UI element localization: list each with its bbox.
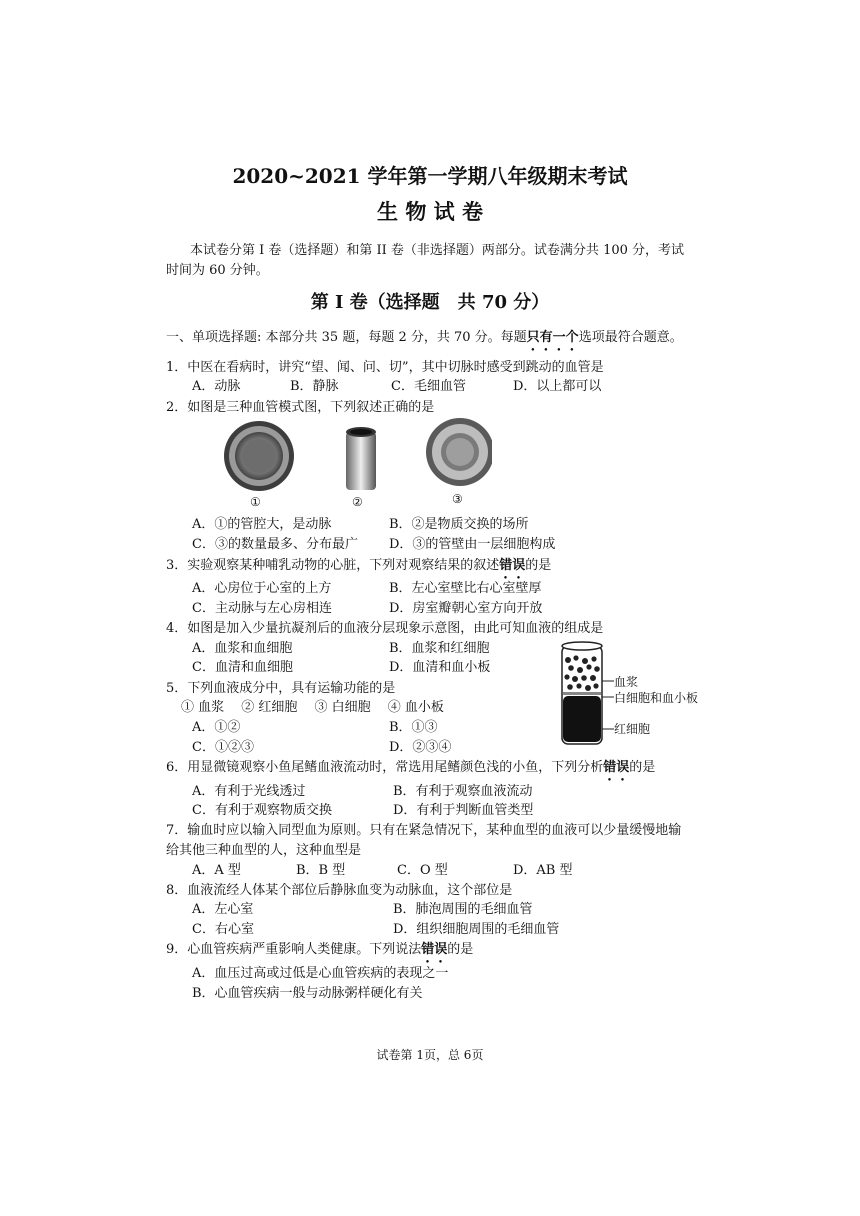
q4-option-b[interactable]: B．血浆和红细胞 — [389, 641, 490, 656]
q8-option-c[interactable]: C．右心室 — [192, 922, 254, 937]
q7-option-c[interactable]: C．O 型 — [397, 863, 448, 878]
q3-option-d[interactable]: D．房室瓣朝心室方向开放 — [389, 601, 543, 616]
q2-option-b[interactable]: B．②是物质交换的场所 — [389, 517, 529, 532]
q3-option-a[interactable]: A．心房位于心室的上方 — [192, 581, 332, 596]
vessel-label-3: ③ — [452, 492, 463, 506]
section-title: 第 I 卷（选择题 共 70 分） — [310, 292, 550, 313]
question-4-stem: 4．如图是加入少量抗凝剂后的血液分层现象示意图，由此可知血液的组成是 — [166, 621, 604, 636]
q4-option-c[interactable]: C．血清和血细胞 — [192, 660, 293, 675]
q6-option-c[interactable]: C．有利于观察物质交换 — [192, 803, 332, 818]
section-instructions — [166, 326, 683, 354]
q1-option-c[interactable]: C．毛细血管 — [391, 379, 466, 394]
question-7-stem-line-1: 7．输血时应以输入同型血为原则。只有在紧急情况下，某种血型的血液可以少量缓慢地输 — [166, 823, 682, 838]
intro-line-2: 时间为 60 分钟。 — [166, 263, 269, 278]
q1-option-b[interactable]: B．静脉 — [290, 379, 339, 394]
tube-label-rbc: 红细胞 — [614, 722, 651, 736]
q9-option-a[interactable]: A．血压过高或过低是心血管疾病的表现之一 — [192, 966, 449, 981]
q3-stem-emphasis: 错误 — [499, 558, 526, 573]
q2-option-a[interactable]: A．①的管腔大，是动脉 — [192, 517, 332, 532]
q6-option-b[interactable]: B．有利于观察血液流动 — [393, 784, 533, 799]
exam-title: 2020~2021 学年第一学期八年级期末考试 — [232, 164, 628, 188]
q7-option-b[interactable]: B．B 型 — [296, 863, 346, 878]
q3-stem-text: 3．实验观察某种哺乳动物的心脏，下列对观察结果的叙述 — [166, 558, 500, 573]
q6-option-d[interactable]: D．有利于判断血管类型 — [393, 803, 534, 818]
q6-option-a[interactable]: A．有利于光线透过 — [192, 784, 306, 799]
instructions-text: 一、单项选择题: 本部分共 35 题，每题 2 分，共 70 分。每题 — [166, 330, 527, 345]
q4-option-a[interactable]: A．血浆和血细胞 — [192, 641, 293, 656]
question-5-stem: 5．下列血液成分中，具有运输功能的是 — [166, 681, 396, 696]
q4-option-d[interactable]: D．血清和血小板 — [389, 660, 491, 675]
question-8-stem: 8．血液流经人体某个部位后静脉血变为动脉血，这个部位是 — [166, 883, 513, 898]
q9-option-b[interactable]: B．心血管疾病一般与动脉粥样硬化有关 — [192, 986, 423, 1001]
tube-label-plasma: 血浆 — [614, 675, 639, 689]
vessel-2-image — [346, 427, 376, 490]
exam-subtitle: 生 物 试 卷 — [377, 199, 483, 224]
q8-option-d[interactable]: D．组织细胞周围的毛细血管 — [393, 922, 560, 937]
vessel-label-2: ② — [352, 495, 363, 509]
q3-option-b[interactable]: B．左心室壁比右心室壁厚 — [389, 581, 542, 596]
vessel-label-1: ① — [250, 495, 261, 509]
vessel-1-image — [224, 421, 294, 491]
intro-line-1: 本试卷分第 I 卷（选择题）和第 II 卷（非选择题）两部分。试卷满分共 100 分，考试 — [190, 243, 685, 258]
question-2-stem: 2．如图是三种血管模式图，下列叙述正确的是 — [166, 400, 435, 415]
q1-option-a[interactable]: A．动脉 — [192, 379, 241, 394]
q5-option-d[interactable]: D．②③④ — [389, 740, 452, 755]
tube-label-wbc-platelets: 白细胞和血小板 — [614, 691, 699, 705]
q3-stem-end: 的是 — [525, 558, 552, 573]
q7-option-d[interactable]: D．AB 型 — [513, 863, 573, 878]
q5-option-c[interactable]: C．①②③ — [192, 740, 254, 755]
test-tube-figure — [560, 636, 605, 748]
q9-stem-emphasis: 错误 — [421, 942, 448, 957]
q6-stem-end: 的是 — [629, 760, 656, 775]
question-7-stem-line-2: 给其他三种血型的人，这种血型是 — [166, 843, 362, 858]
q6-stem-text: 6．用显微镜观察小鱼尾鳍血液流动时，常选用尾鳍颜色浅的小鱼，下列分析 — [166, 760, 604, 775]
q6-stem-emphasis: 错误 — [603, 760, 630, 775]
q5-option-b[interactable]: B．①③ — [389, 720, 438, 735]
vessel-3-image — [426, 418, 492, 486]
q7-option-a[interactable]: A．A 型 — [192, 863, 241, 878]
question-1-stem: 1．中医在看病时，讲究“望、闻、问、切”，其中切脉时感受到跳动的血管是 — [166, 360, 604, 375]
q9-stem-text: 9．心血管疾病严重影响人类健康。下列说法 — [166, 942, 422, 957]
q5-items: ① 血浆 ② 红细胞 ③ 白细胞 ④ 血小板 — [181, 700, 444, 715]
q5-option-a[interactable]: A．①② — [192, 720, 241, 735]
instructions-emphasis: 只有一个 — [526, 330, 579, 345]
q2-option-d[interactable]: D．③的管壁由一层细胞构成 — [389, 537, 556, 552]
q1-option-d[interactable]: D．以上都可以 — [513, 379, 602, 394]
q8-option-a[interactable]: A．左心室 — [192, 902, 254, 917]
q3-option-c[interactable]: C．主动脉与左心房相连 — [192, 601, 332, 616]
page-footer: 试卷第 1页，总 6页 — [376, 1048, 484, 1062]
q9-stem-end: 的是 — [447, 942, 474, 957]
q8-option-b[interactable]: B．肺泡周围的毛细血管 — [393, 902, 533, 917]
instructions-text-end: 选项最符合题意。 — [578, 330, 683, 345]
q2-option-c[interactable]: C．③的数量最多、分布最广 — [192, 537, 358, 552]
